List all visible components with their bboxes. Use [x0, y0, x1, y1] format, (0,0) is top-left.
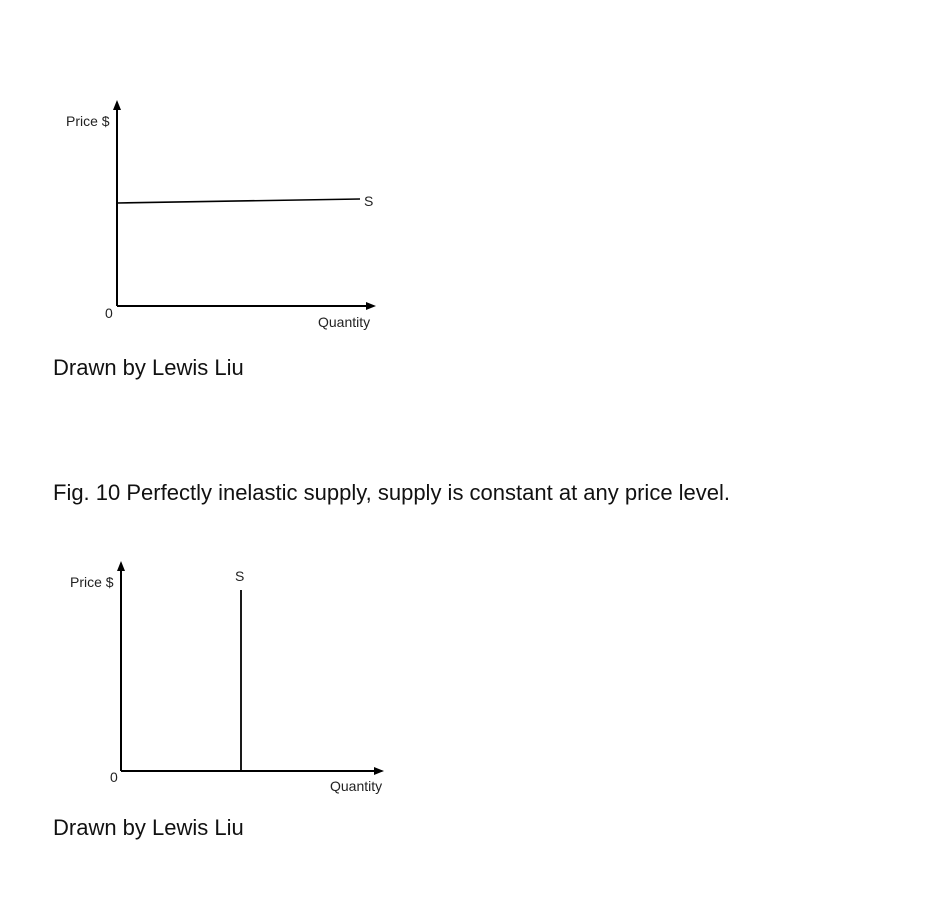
y-axis-label: Price $: [66, 113, 110, 129]
supply-diagram-horizontal: [0, 90, 420, 330]
x-axis-arrowhead: [374, 767, 384, 775]
credit-text: Drawn by Lewis Liu: [53, 355, 244, 380]
diagram-svg: [0, 90, 420, 330]
origin-label: 0: [105, 305, 113, 321]
credit-text: Drawn by Lewis Liu: [53, 815, 244, 840]
y-axis-label: Price $: [70, 574, 114, 590]
supply-curve-label: S: [235, 568, 245, 584]
supply-diagram-vertical: [0, 555, 420, 795]
supply-curve: [117, 199, 360, 203]
figure-caption: Fig. 10 Perfectly inelastic supply, supply is constant at any price level.: [53, 480, 731, 505]
diagram-svg: [0, 555, 420, 795]
y-axis-arrowhead: [117, 561, 125, 571]
supply-curve-label: S: [364, 193, 374, 209]
x-axis-arrowhead: [366, 302, 376, 310]
origin-label: 0: [110, 769, 118, 785]
y-axis-arrowhead: [113, 100, 121, 110]
x-axis-label: Quantity: [330, 778, 383, 794]
x-axis-label: Quantity: [318, 314, 371, 330]
